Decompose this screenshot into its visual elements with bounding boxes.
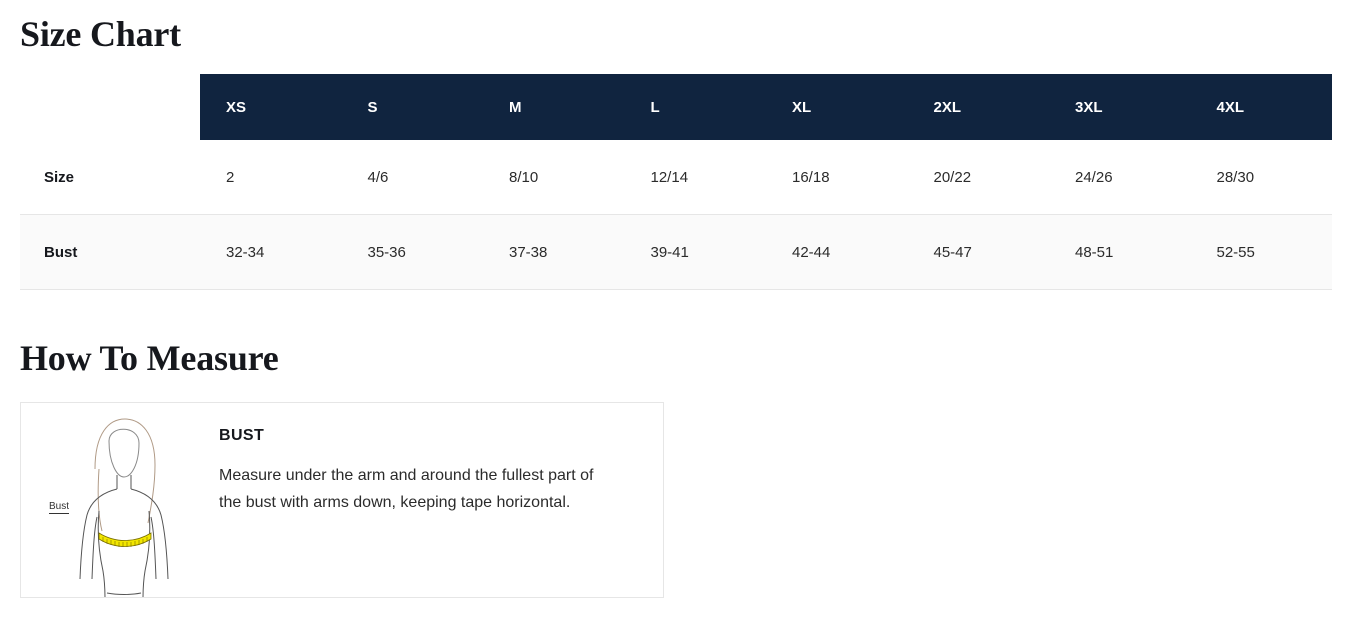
page-title: Size Chart xyxy=(20,14,181,54)
column-header-2xl: 2XL xyxy=(908,74,1050,140)
table-row xyxy=(20,215,1332,290)
measure-card-text: Measure under the arm and around the fullest part of the bust with arms down, keeping tape horizontal. xyxy=(219,467,594,511)
cell-bust-3xl: 48-51 xyxy=(1075,243,1114,261)
cell-bust-s: 35-36 xyxy=(367,243,406,261)
column-header-xs: XS xyxy=(200,74,342,140)
cell-bust-xs: 32-34 xyxy=(226,243,265,261)
measure-card-body xyxy=(197,403,639,517)
cell-size-l: 12/14 xyxy=(650,168,689,186)
bust-measurement-illustration xyxy=(47,403,197,598)
cell-size-2xl: 20/22 xyxy=(933,168,972,186)
table-corner-cell xyxy=(20,74,200,140)
cell-bust-2xl: 45-47 xyxy=(933,243,972,261)
table-body xyxy=(20,140,1332,290)
table-row xyxy=(20,140,1332,215)
measure-card-heading: BUST xyxy=(219,427,265,444)
row-label-size: Size xyxy=(44,168,75,186)
column-header-l: L xyxy=(625,74,767,140)
cell-size-xl: 16/18 xyxy=(792,168,830,186)
column-header-s: S xyxy=(342,74,484,140)
column-header-4xl: 4XL xyxy=(1191,74,1333,140)
cell-size-s: 4/6 xyxy=(367,168,389,186)
column-header-xl: XL xyxy=(766,74,908,140)
column-header-m: M xyxy=(483,74,625,140)
cell-bust-xl: 42-44 xyxy=(792,243,831,261)
table-header-row xyxy=(20,74,1332,140)
how-to-measure-title: How To Measure xyxy=(20,338,279,378)
cell-bust-4xl: 52-55 xyxy=(1216,243,1255,261)
cell-size-3xl: 24/26 xyxy=(1075,168,1113,186)
cell-bust-l: 39-41 xyxy=(650,243,689,261)
cell-size-m: 8/10 xyxy=(509,168,539,186)
size-chart-table xyxy=(20,74,1332,290)
cell-size-4xl: 28/30 xyxy=(1216,168,1255,186)
female-torso-figure-icon xyxy=(47,403,197,598)
measure-card-bust xyxy=(20,402,664,598)
row-label-bust: Bust xyxy=(44,243,78,261)
figure-label-bust: Bust xyxy=(49,501,70,512)
table-header xyxy=(20,74,1332,140)
cell-bust-m: 37-38 xyxy=(509,243,548,261)
tape-measure xyxy=(99,533,151,547)
cell-size-xs: 2 xyxy=(226,168,235,186)
column-header-3xl: 3XL xyxy=(1049,74,1191,140)
